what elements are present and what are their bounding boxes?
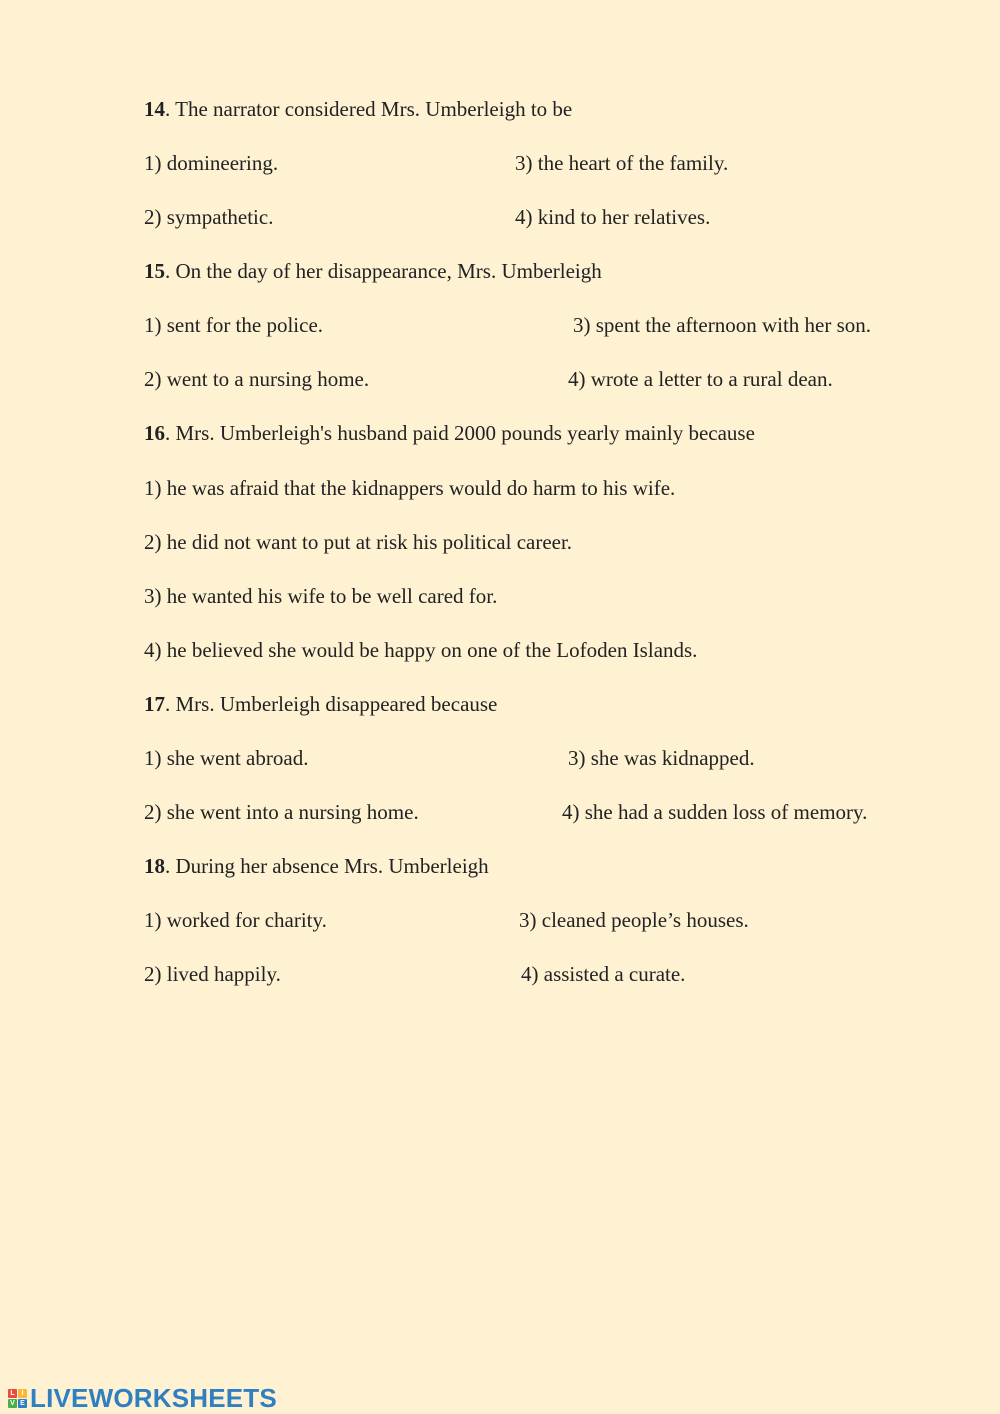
option-16-4: 4) he believed she would be happy on one of the Lofoden Islands. <box>144 638 698 662</box>
option-14-1: 1) domineering. <box>144 151 279 175</box>
option-18-3: 3) cleaned people’s houses. <box>519 908 749 932</box>
option-17-1: 1) she went abroad. <box>144 746 309 770</box>
option-14-3: 3) the heart of the family. <box>515 151 729 175</box>
option-17-3: 3) she was kidnapped. <box>568 746 755 770</box>
option-16-3: 3) he wanted his wife to be well cared for. <box>144 584 498 608</box>
option-14-2: 2) sympathetic. <box>144 205 274 229</box>
option-15-3: 3) spent the afternoon with her son. <box>573 313 872 337</box>
option-16-1: 1) he was afraid that the kidnappers would do harm to his wife. <box>144 476 676 500</box>
question-15-stem: 15. On the day of her disappearance, Mrs. Umberleigh <box>144 259 602 283</box>
option-18-4: 4) assisted a curate. <box>521 962 686 986</box>
question-number: 17 <box>144 692 165 716</box>
question-16-stem: 16. Mrs. Umberleigh's husband paid 2000 pounds yearly mainly because <box>144 421 755 445</box>
question-number: 14 <box>144 97 165 121</box>
option-16-2: 2) he did not want to put at risk his political career. <box>144 530 573 554</box>
option-17-2: 2) she went into a nursing home. <box>144 800 419 824</box>
question-17-stem: 17. Mrs. Umberleigh disappeared because <box>144 692 498 716</box>
option-18-1: 1) worked for charity. <box>144 908 327 932</box>
question-14-stem: 14. The narrator considered Mrs. Umberleigh to be <box>144 97 573 121</box>
option-18-2: 2) lived happily. <box>144 962 281 986</box>
logo-mark-icon: L I V E <box>8 1389 27 1408</box>
liveworksheets-logo <box>8 1383 277 1414</box>
question-number: 18 <box>144 854 165 878</box>
option-17-4: 4) she had a sudden loss of memory. <box>562 800 868 824</box>
question-18-stem: 18. During her absence Mrs. Umberleigh <box>144 854 489 878</box>
logo-text: LIVEWORKSHEETS <box>30 1383 277 1413</box>
question-number: 15 <box>144 259 165 283</box>
option-15-1: 1) sent for the police. <box>144 313 324 337</box>
question-number: 16 <box>144 421 165 445</box>
option-14-4: 4) kind to her relatives. <box>515 205 711 229</box>
option-15-4: 4) wrote a letter to a rural dean. <box>568 367 833 391</box>
option-15-2: 2) went to a nursing home. <box>144 367 370 391</box>
